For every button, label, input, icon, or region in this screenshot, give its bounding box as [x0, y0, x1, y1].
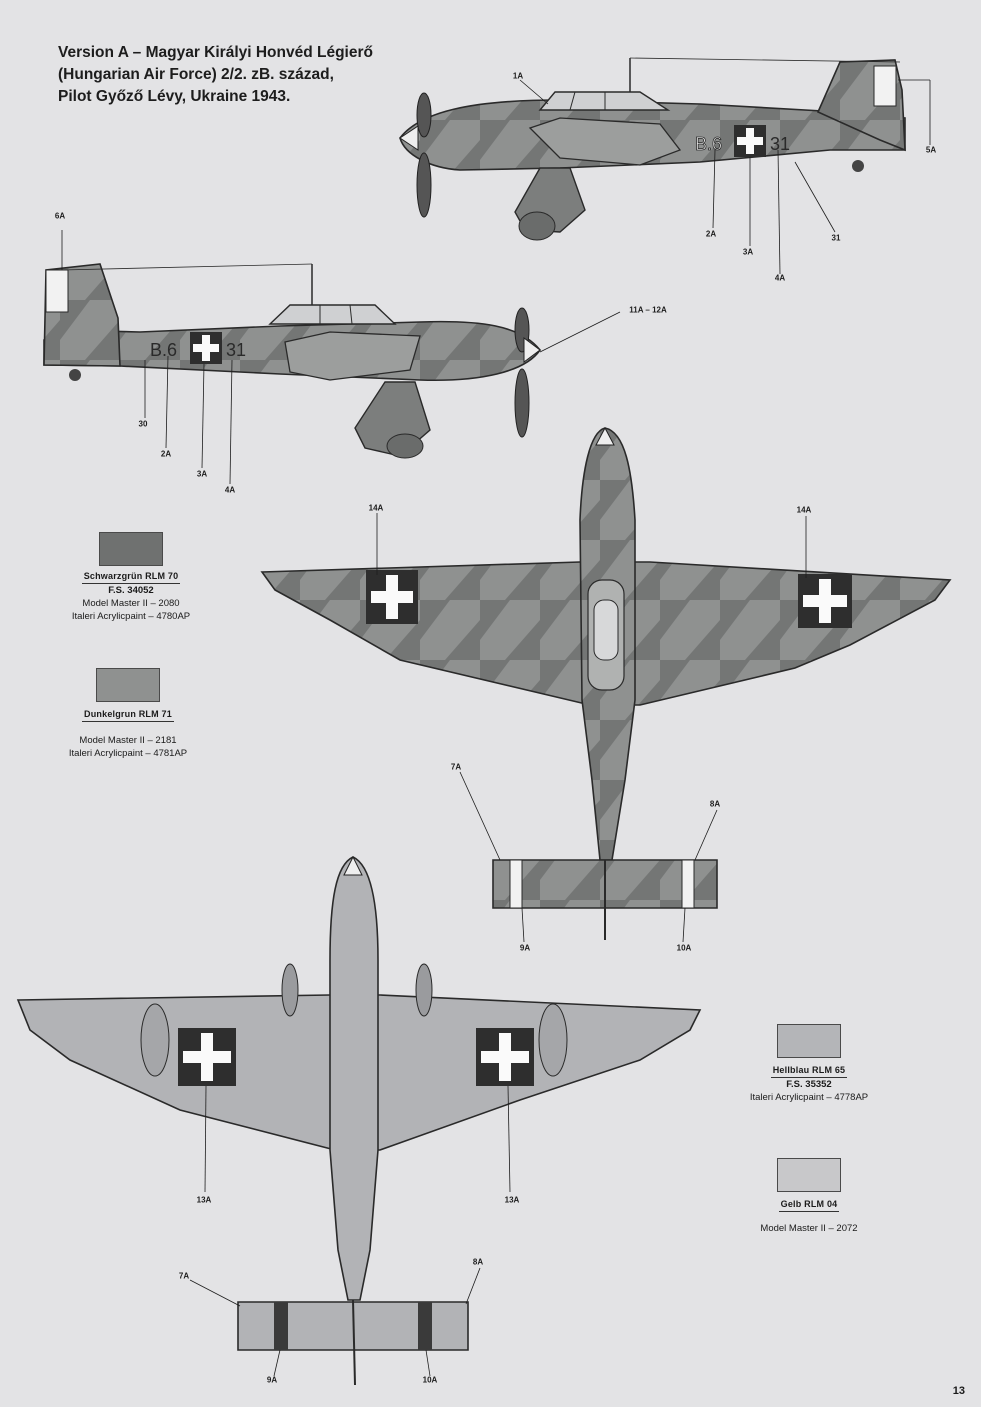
- callout-10a-top: 10A: [676, 943, 692, 953]
- upper-national-cross: [734, 125, 766, 157]
- swatch-color-dunkelgrun: [96, 668, 160, 702]
- callout-9a-top: 9A: [519, 943, 531, 953]
- swatch-mm-dunkelgrun: Model Master II – 2181: [79, 735, 177, 746]
- swatch-mm-schwarzgrun: Model Master II – 2080: [82, 598, 180, 609]
- callout-2a-side: 2A: [160, 449, 172, 459]
- swatch-fs-schwarzgrun: F.S. 34052: [108, 585, 154, 596]
- callout-14a-right: 14A: [796, 505, 812, 515]
- swatch-color-hellblau: [777, 1024, 841, 1058]
- callout-1a: 1A: [512, 71, 524, 81]
- swatch-name-schwarzgrun: Schwarzgrün RLM 70: [82, 568, 181, 584]
- callout-5a: 5A: [925, 145, 937, 155]
- callout-13a-right: 13A: [504, 1195, 520, 1205]
- paint-swatch-gelb: [744, 1158, 874, 1235]
- callout-3a-side: 3A: [196, 469, 208, 479]
- callout-2a-top: 2A: [705, 229, 717, 239]
- upper-canopy: [540, 92, 668, 110]
- upper-propeller-blade-bottom: [417, 153, 431, 217]
- paint-swatch-hellblau: [740, 1024, 878, 1104]
- page-number: 13: [952, 1385, 965, 1397]
- swatch-color-schwarzgrun: [99, 532, 163, 566]
- lower-code-right: 31: [226, 340, 247, 360]
- title-line-3: Pilot Győző Lévy, Ukraine 1943.: [58, 88, 291, 105]
- upper-propeller-blade-top: [417, 93, 431, 137]
- lower-national-cross: [190, 332, 222, 364]
- bottom-cross-left: [178, 1028, 236, 1086]
- callout-4a-top: 4A: [774, 273, 786, 283]
- swatch-italeri-schwarzgrun: Italeri Acrylicpaint – 4780AP: [71, 611, 191, 622]
- callout-4a-side: 4A: [224, 485, 236, 495]
- callout-7a-top: 7A: [450, 762, 462, 772]
- callout-30: 30: [138, 419, 148, 429]
- paint-swatch-dunkelgrun: [62, 668, 194, 760]
- callout-13a-left: 13A: [196, 1195, 212, 1205]
- title-line-1: Version A – Magyar Királyi Honvéd Légierő: [58, 44, 373, 61]
- bottom-cross-right: [476, 1028, 534, 1086]
- upper-code-right: 31: [770, 134, 791, 154]
- callout-8a-bottom: 8A: [472, 1257, 484, 1267]
- callout-14a-left: 14A: [368, 503, 384, 513]
- swatch-color-gelb: [777, 1158, 841, 1192]
- callout-31: 31: [831, 233, 841, 243]
- swatch-italeri-dunkelgrun: Italeri Acrylicpaint – 4781AP: [68, 748, 188, 759]
- upper-code-left: B.6: [695, 134, 723, 154]
- paint-swatch-schwarzgrun: [66, 532, 196, 623]
- swatch-name-hellblau: Hellblau RLM 65: [771, 1062, 848, 1078]
- top-view-upper-surfaces: [262, 428, 950, 942]
- callout-7a-bottom: 7A: [178, 1271, 190, 1281]
- callout-11a-12a: 11A – 12A: [629, 305, 667, 315]
- swatch-mm-gelb: Model Master II – 2072: [760, 1223, 858, 1234]
- swatch-name-dunkelgrun: Dunkelgrun RLM 71: [82, 706, 174, 722]
- swatch-italeri-hellblau: Italeri Acrylicpaint – 4778AP: [749, 1092, 869, 1103]
- bottom-fuselage: [330, 857, 378, 1300]
- swatch-fs-hellblau: F.S. 35352: [786, 1079, 832, 1090]
- callout-8a-top: 8A: [709, 799, 721, 809]
- callout-10a-bottom: 10A: [422, 1375, 438, 1385]
- callout-9a-bottom: 9A: [266, 1375, 278, 1385]
- lower-canopy: [270, 305, 395, 324]
- top-cross-right: [798, 574, 852, 628]
- callout-6a: 6A: [54, 211, 66, 221]
- lower-code-left: B.6: [150, 340, 178, 360]
- side-view-lower: [44, 230, 620, 484]
- callout-3a-top: 3A: [742, 247, 754, 257]
- swatch-name-gelb: Gelb RLM 04: [779, 1196, 840, 1212]
- title-line-2: (Hungarian Air Force) 2/2. zB. század,: [58, 66, 334, 83]
- lower-propeller-blade-bottom: [515, 369, 529, 437]
- top-cross-left: [366, 570, 418, 624]
- side-view-upper: [400, 58, 930, 274]
- bottom-view-under-surfaces: [18, 857, 700, 1385]
